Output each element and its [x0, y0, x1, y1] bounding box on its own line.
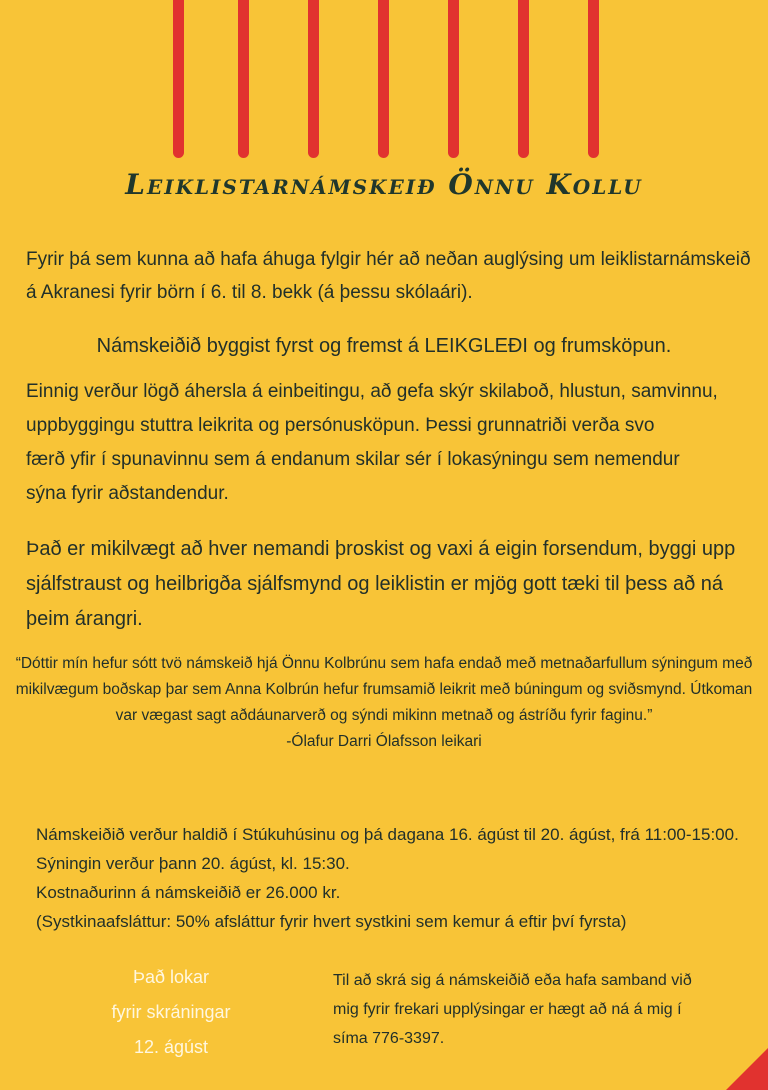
page-title: Leiklistarnámskeið Önnu Kollu	[125, 168, 643, 201]
info-line: (Systkinaafsláttur: 50% afsláttur fyrir hvert systkini sem kemur á eftir því fyrsta)	[36, 912, 627, 931]
info-line: Kostnaðurinn á námskeiðið er 26.000 kr.	[36, 883, 341, 902]
details-line: sýna fyrir aðstandendur.	[26, 483, 229, 504]
details-line: Einnig verður lögð áhersla á einbeitingu, að gefa skýr skilaboð, hlustun, samvinnu,	[26, 381, 718, 402]
intro-text	[26, 243, 751, 309]
deadline-line: fyrir skráningar	[111, 1002, 231, 1022]
stripe	[308, 0, 319, 158]
registration-deadline	[56, 960, 286, 1065]
deadline-line: 12. ágúst	[133, 1037, 209, 1057]
importance-line: Það er mikilvægt að hver nemandi þroskist og vaxi á eigin forsendum, byggi upp	[26, 538, 736, 560]
importance-line: sjálfstraust og heilbrigða sjálfsmynd og leiklistin er mjög gott tæki til þess að ná	[26, 573, 723, 595]
quote-author: -Ólafur Darri Ólafsson leikari	[286, 733, 482, 750]
corner-accent	[726, 1048, 768, 1090]
quote-text: “Dóttir mín hefur sótt tvö námskeið hjá Önnu Kolbrúnu sem hafa endað með metnaðarfullum sýningum með mikilvægum boðskap þar sem Anna Kolbrún hefur frumsamið leikrit með búningum og sviðsmynd. Útkoman var vægast sagt aðdáunarverð og sýndi mikinn metnað og ástríðu fyrir faginu.”	[15, 655, 753, 724]
stripe	[378, 0, 389, 158]
contact-line: mig fyrir frekari upplýsingar er hægt að ná á mig í	[333, 1001, 682, 1018]
contact-info	[333, 966, 723, 1053]
stripe	[588, 0, 599, 158]
stripe	[448, 0, 459, 158]
intro-line: Fyrir þá sem kunna að hafa áhuga fylgir hér að neðan auglýsing um leiklistarnámskeið	[26, 249, 751, 270]
course-info	[36, 820, 739, 936]
stripe	[518, 0, 529, 158]
importance-text	[26, 532, 738, 637]
stripe	[238, 0, 249, 158]
contact-line: Til að skrá sig á námskeiðið eða hafa samband við	[333, 972, 692, 989]
details-line: uppbyggingu stuttra leikrita og persónusköpun. Þessi grunnatriði verða svo	[26, 415, 655, 436]
emphasis-text: Námskeiðið byggist fyrst og fremst á LEIKGLEÐI og frumsköpun.	[96, 335, 672, 357]
deadline-line: Það lokar	[132, 967, 210, 987]
contact-line: síma 776-3397.	[333, 1030, 445, 1047]
info-line: Námskeiðið verður haldið í Stúkuhúsinu og þá dagana 16. ágúst til 20. ágúst, frá 11:00-15:00.	[36, 825, 739, 844]
decorative-stripes	[0, 0, 768, 160]
stripe	[173, 0, 184, 158]
intro-line: á Akranesi fyrir börn í 6. til 8. bekk (á þessu skólaári).	[26, 282, 473, 303]
importance-line: þeim árangri.	[26, 608, 143, 630]
info-line: Sýningin verður þann 20. ágúst, kl. 15:30.	[36, 854, 350, 873]
details-text	[26, 375, 726, 511]
details-line: færð yfir í spunavinnu sem á endanum skilar sér í lokasýningu sem nemendur	[26, 449, 680, 470]
testimonial-quote	[10, 651, 758, 755]
